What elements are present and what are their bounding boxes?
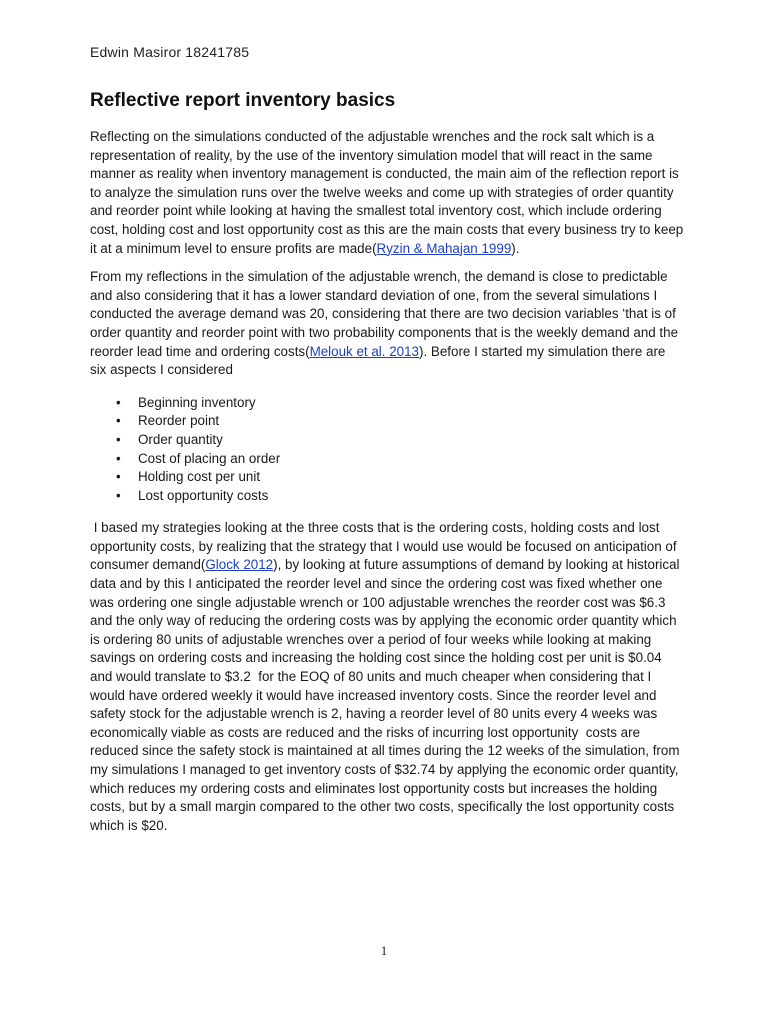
list-item-label: Beginning inventory — [138, 394, 256, 410]
page-header — [90, 44, 253, 60]
citation-link-ryzin-mahajan[interactable]: Ryzin & Mahajan 1999 — [376, 240, 512, 256]
bullet-icon: • — [116, 450, 121, 466]
paragraph-2-tail: ). Before I started my simulation there are six aspects I considered — [90, 343, 666, 378]
student-id: 18241785 — [185, 44, 250, 60]
list-item — [116, 487, 685, 506]
citation-link-glock[interactable]: Glock 2012 — [205, 557, 274, 573]
bullet-icon: • — [116, 394, 121, 410]
list-item — [116, 468, 685, 487]
bullet-icon: • — [116, 487, 121, 503]
list-item-label: Reorder point — [138, 413, 220, 429]
citation-link-melouk[interactable]: Melouk et al. 2013 — [309, 343, 420, 359]
report-body — [90, 128, 685, 845]
list-item — [116, 450, 685, 469]
list-item — [116, 412, 685, 431]
paragraph-1 — [90, 128, 685, 258]
list-item-label: Lost opportunity costs — [138, 487, 269, 503]
paragraph-3-tail: ), by looking at future assumptions of demand by looking at historical data and by this I anticipated the reorder level and since the ordering cost was fixed whether one was ordering one single adjustable wrench or 100 adjustable wrenches the reorder cost was $6.3 and the only way of reducing the ordering costs was by applying the economic order quantity which is ordering 80 units of adjustable wrenches over a period of four weeks while looking at making savings on ordering costs and increasing the holding cost since the holding cost per unit is $0.04 and would translate to $3.2 for the EOQ of 80 units and much cheaper when considering that I would have ordered weekly it would have increased inventory costs. Since the reorder level and safety stock for the adjustable wrench is 2, having a reorder level of 80 units every 4 weeks was economically viable as costs are reduced and the risks of incurring lost opportunity costs are reduced since the safety stock is maintained at all times during the 12 weeks of the simulation, from my simulations I managed to get inventory costs of $32.74 by applying the economic order quantity, which reduces my ordering costs and eliminates lost opportunity costs but increases the holding costs, but by a small margin compared to the other two costs, specifically the lost opportunity costs which is $20. — [90, 557, 680, 833]
bullet-icon: • — [116, 469, 121, 485]
list-item — [116, 431, 685, 450]
paragraph-3-text: I based my strategies looking at the three costs that is the ordering costs, holding costs and lost opportunity costs, by realizing that the strategy that I would use would be focused on anticipation of consumer demand( — [90, 520, 677, 573]
paragraph-2 — [90, 268, 685, 380]
list-item-label: Holding cost per unit — [138, 469, 261, 485]
bullet-icon: • — [116, 413, 121, 429]
list-item-label: Order quantity — [138, 431, 223, 447]
list-item — [116, 394, 685, 413]
paragraph-1-text: Reflecting on the simulations conducted of the adjustable wrenches and the rock salt which is a representation of reality, by the use of the inventory simulation model that will react in the same manner as reality when inventory management is conducted, the main aim of the reflection report is to analyze the simulation runs over the twelve weeks and come up with strategies of order quantity and reorder point while looking at having the smallest total inventory cost, which include ordering cost, holding cost and lost opportunity cost as this are the main costs that every business try to keep it at a minimum level to ensure profits are made( — [90, 129, 684, 256]
page-number: 1 — [380, 943, 388, 958]
paragraph-2-text: From my reflections in the simulation of the adjustable wrench, the demand is close to predictable and also considering that it has a lower standard deviation of one, from the several simulations I conducted the average demand was 20, considering that there are two decision variables ‘that is of order quantity and reorder point with two probability components that is the weekly demand and the reorder lead time and ordering costs( — [90, 269, 679, 359]
paragraph-1-tail: ). — [511, 240, 520, 256]
paragraph-3 — [90, 519, 685, 835]
author-name: Edwin Masiror — [90, 44, 182, 60]
bullet-icon: • — [116, 431, 121, 447]
list-item-label: Cost of placing an order — [138, 450, 281, 466]
report-title: Reflective report inventory basics — [90, 90, 396, 111]
aspects-list — [90, 394, 685, 506]
